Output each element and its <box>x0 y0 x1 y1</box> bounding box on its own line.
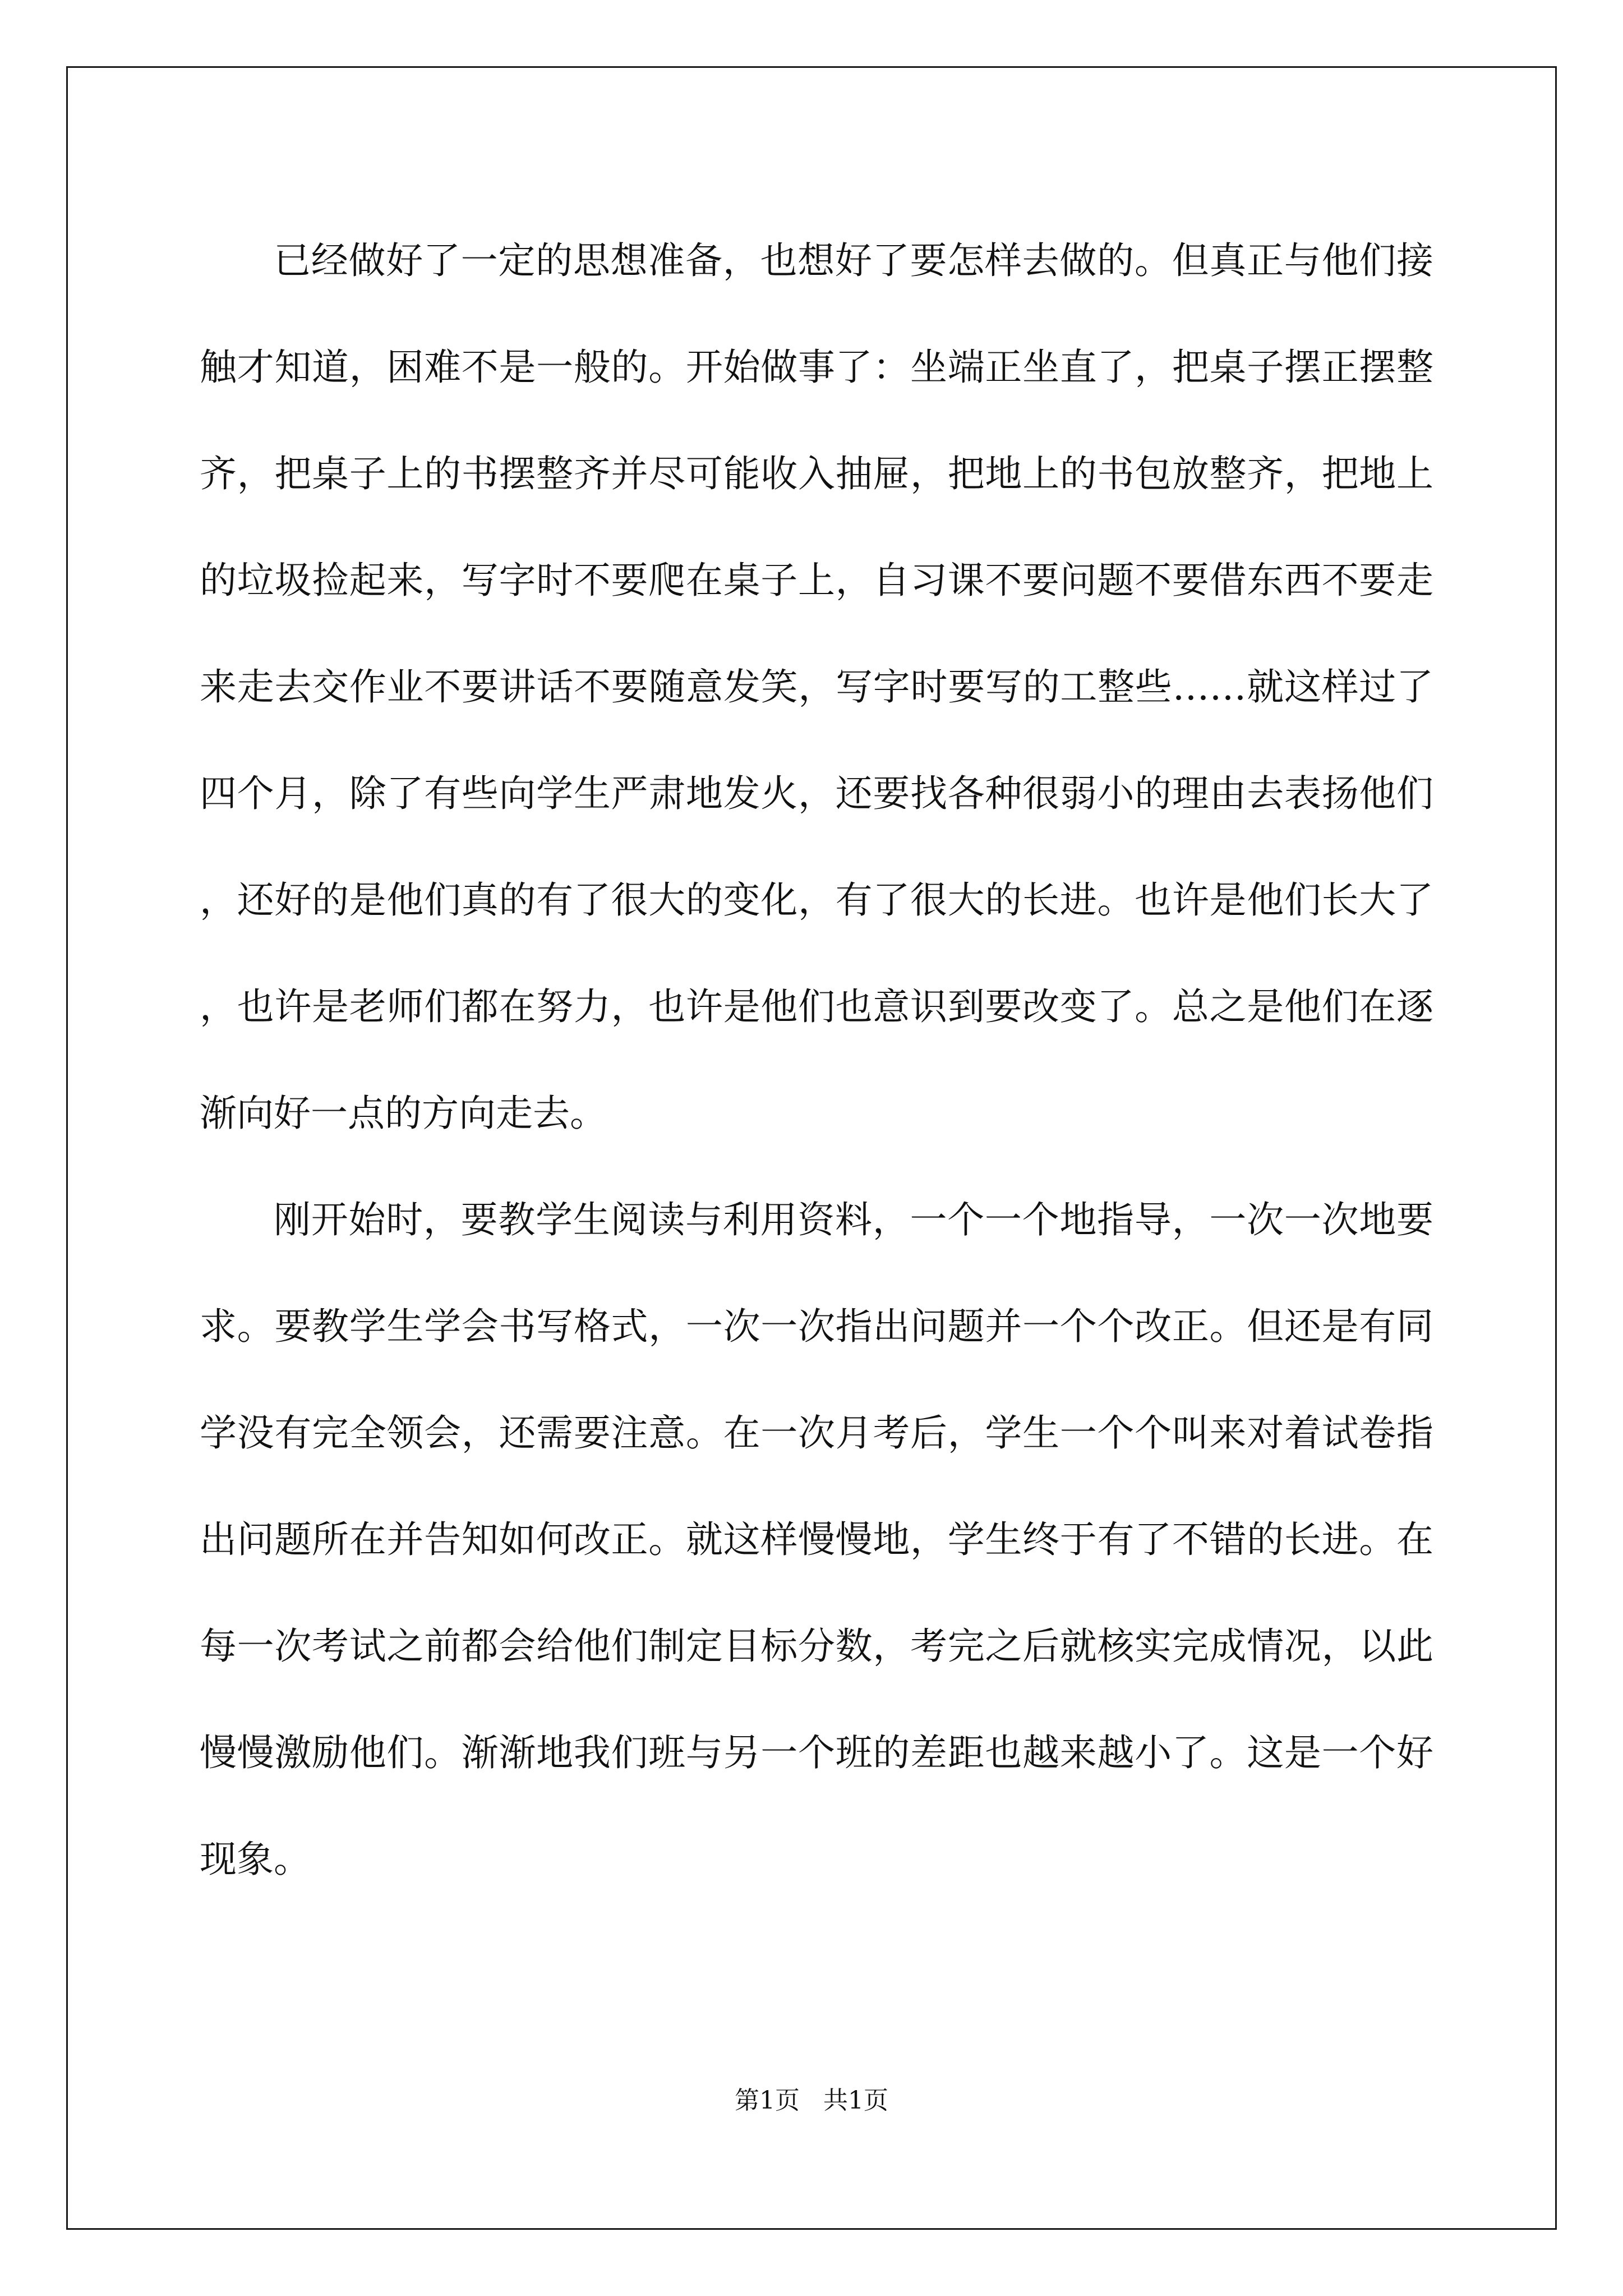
paragraph-2: 刚开始时，要教学生阅读与利用资料，一个一个地指导，一次一次地要求。要教学生学会书写格式，一次一次指出问题并一个个改正。但还是有同学没有完全领会，还需要注意。在一次月考后，学生一个个叫来对着试卷指出问题所在并告知如何改正。就这样慢慢地，学生终于有了不错的长进。在每一次考试之前都会给他们制定目标分数，考完之后就核实完成情况，以此慢慢激励他们。渐渐地我们班与另一个班的差距也越来越小了。这是一个好现象。 <box>200 1198 1433 1881</box>
paragraph-1: 已经做好了一定的思想准备，也想好了要怎样去做的。但真正与他们接触才知道，困难不是一般的。开始做事了：坐端正坐直了，把桌子摆正摆整齐，把桌子上的书摆整齐并尽可能收入抽屉，把地上的书包放整齐，把地上的垃圾捡起来，写字时不要爬在桌子上，自习课不要问题不要借东西不要走来走去交作业不要讲话不要随意发笑，写字时要写的工整些……就这样过了四个月，除了有些向学生严肃地发火，还要找各种很弱小的理由去表扬他们，还好的是他们真的有了很大的变化，有了很大的长进。也许是他们长大了，也许是老师们都在努力，也许是他们也意识到要改变了。总之是他们在逐渐向好一点的方向走去。 <box>200 239 1433 1135</box>
document-body <box>200 208 1433 1913</box>
page-number-footer: 第1页 共1页 <box>735 2086 888 2115</box>
